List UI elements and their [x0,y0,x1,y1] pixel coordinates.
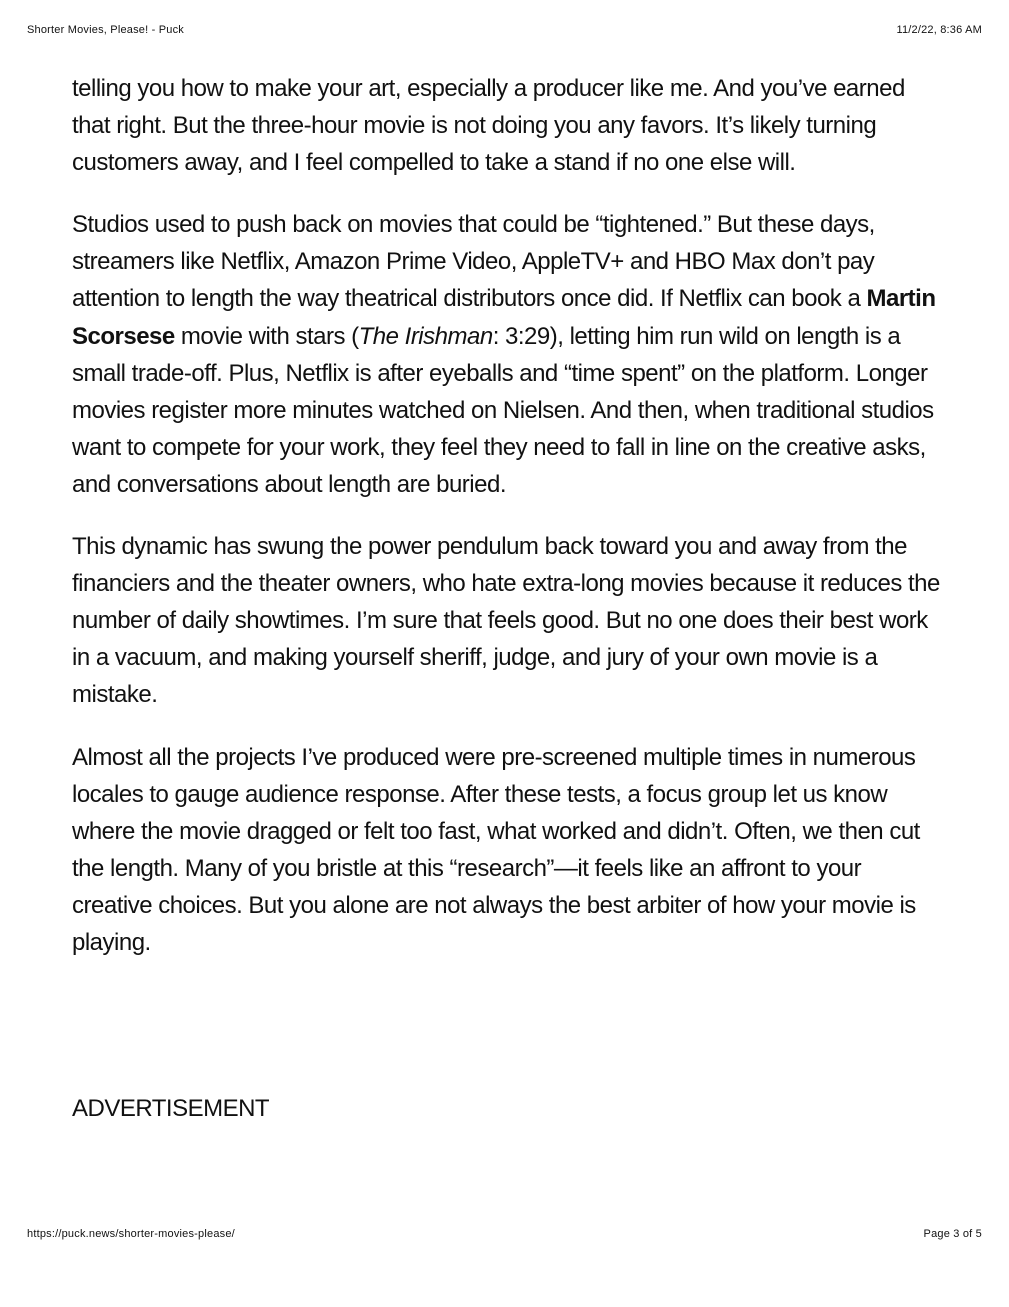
movie-title-italic: The Irishman [358,322,493,350]
paragraph-2 [72,206,944,503]
paragraph-4: Almost all the projects I’ve produced were pre-screened multiple times in numerous locales to gauge audience response. After these tests, a focus group let us know where the movie dragged or felt too fast, what worked and didn’t. Often, we then cut the length. Many of you bristle at this “research”—it feels like an affront to your creative choices. But you alone are not always the best arbiter of how your movie is playing. [72,743,920,956]
advertisement-label: ADVERTISEMENT [72,1095,270,1122]
paragraph-1: telling you how to make your art, especially a producer like me. And you’ve earned that right. But the three-hour movie is not doing you any favors. It’s likely turning customers away, and I feel compelled to take a stand if no one else will. [72,75,905,177]
print-header [27,24,982,36]
paragraph-2-text-c: : 3:29), letting him run wild on length is a small trade-off. Plus, Netflix is after eyeballs and “time spent” on the platform. Longer movies register more minutes watched on Nielsen. And then, when traditional studios want to compete for your work, they feel they need to fall in line on the creative asks, and conversations about length are buried. [72,322,934,498]
paragraph-3: This dynamic has swung the power pendulum back toward you and away from the financiers and the theater owners, who hate extra-long movies because it reduces the number of daily showtimes. I’m sure that feels good. But no one does their best work in a vacuum, and making yourself sheriff, judge, and jury of your own movie is a mistake. [72,533,940,709]
page-title: Shorter Movies, Please! - Puck [27,24,185,36]
paragraph-2-text-b: movie with stars ( [174,322,359,350]
page-number: Page 3 of 5 [923,1228,982,1240]
person-name-bold: Martin Scorsese [72,285,936,350]
paragraph-2-text-a: Studios used to push back on movies that could be “tightened.” But these days, streamers like Netflix, Amazon Prime Video, AppleTV+ and HBO Max don’t pay attention to length the way theatrical distributors once did. If Netflix can book a [72,211,875,313]
page-url: https://puck.news/shorter-movies-please/ [27,1228,235,1240]
print-footer [27,1228,982,1240]
article-body [72,70,944,986]
print-datetime: 11/2/22, 8:36 AM [896,24,982,36]
